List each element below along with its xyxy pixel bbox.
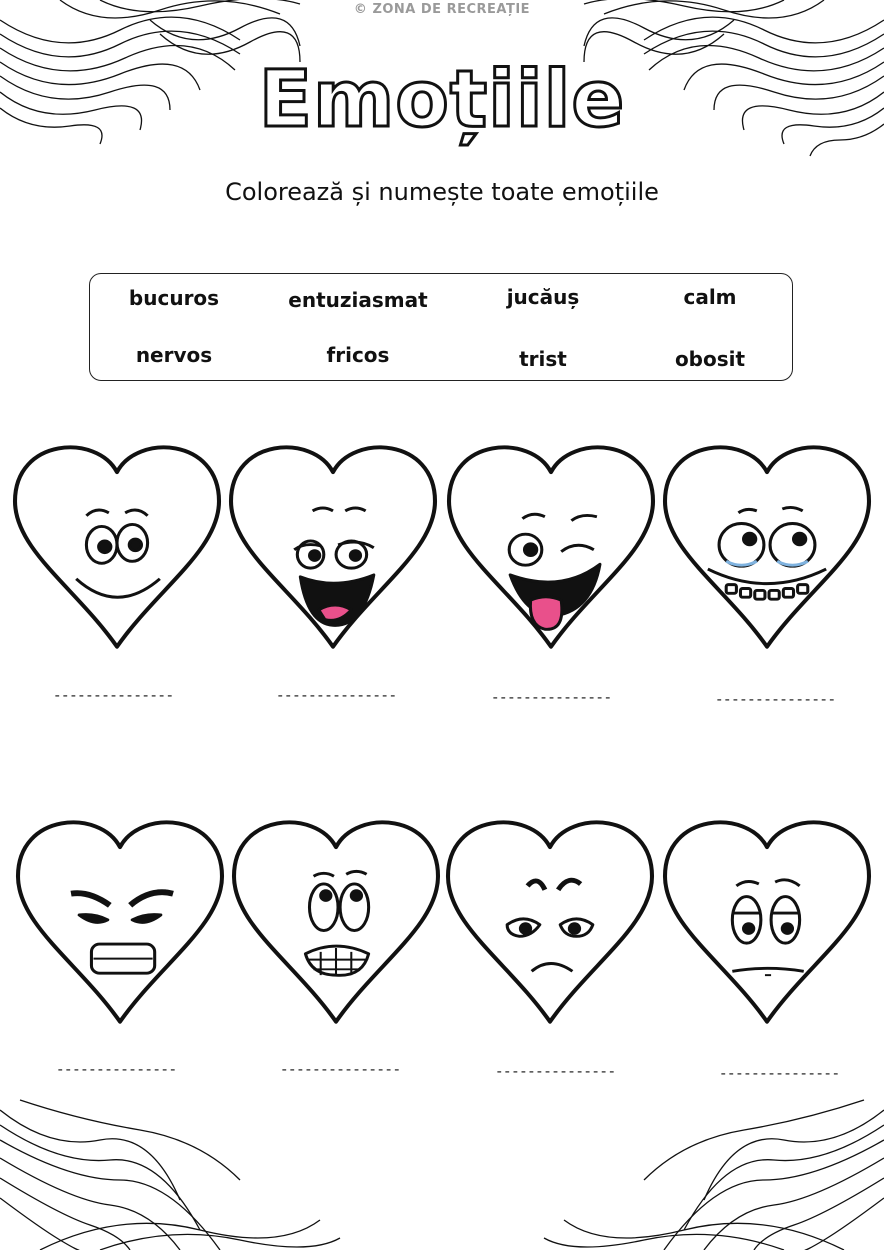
answer-line: --------------- xyxy=(275,686,397,704)
answer-line: --------------- xyxy=(494,1062,616,1080)
word-bank-item: nervos xyxy=(135,343,213,367)
heart-sad xyxy=(448,822,652,1021)
heart-tired xyxy=(665,822,869,1021)
word-bank-item: obosit xyxy=(674,347,746,371)
word-bank-item: calm xyxy=(683,285,737,309)
heart-calm-grin xyxy=(665,447,869,646)
word-bank-item: bucuros xyxy=(128,286,220,310)
word-bank-item: trist xyxy=(519,347,567,371)
answer-line: --------------- xyxy=(718,1064,840,1082)
answer-line: --------------- xyxy=(55,1060,177,1078)
answer-line: --------------- xyxy=(714,690,836,708)
word-bank-item: fricos xyxy=(326,343,390,367)
heart-playful-tongue xyxy=(449,447,653,646)
answer-line: --------------- xyxy=(52,686,174,704)
word-bank-item: jucăuș xyxy=(506,285,580,309)
brand-label: © ZONA DE RECREAȚIE xyxy=(353,2,531,17)
heart-happy-smile xyxy=(15,447,219,646)
page-subtitle: Colorează și numește toate emoțiile xyxy=(225,178,659,206)
answer-line: --------------- xyxy=(279,1060,401,1078)
heart-scared xyxy=(234,822,438,1021)
word-bank-item: entuziasmat xyxy=(288,288,428,312)
page-title: Emoțiile xyxy=(258,55,626,145)
answer-line: --------------- xyxy=(490,688,612,706)
heart-excited-laugh xyxy=(231,447,435,646)
heart-angry xyxy=(18,822,222,1021)
